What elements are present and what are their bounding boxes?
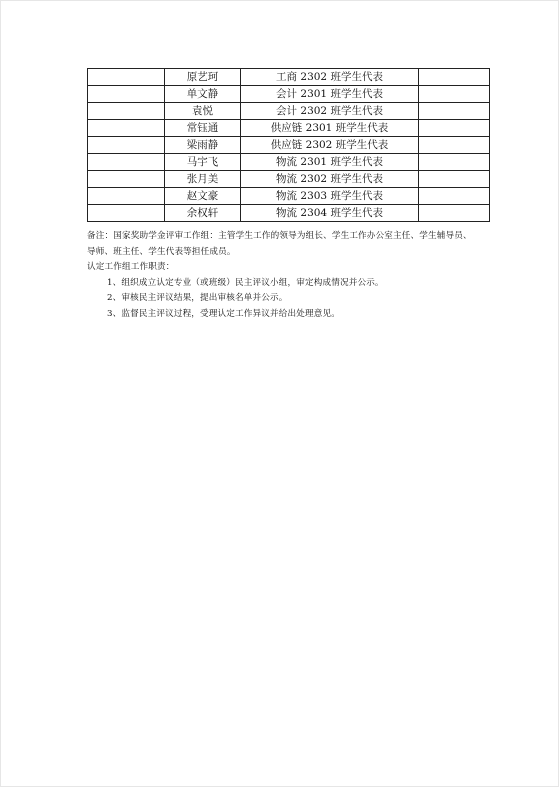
member-role: 供应链 2302 班学生代表 (241, 137, 419, 154)
empty-cell (419, 120, 490, 137)
empty-cell (88, 154, 165, 171)
member-role: 供应链 2301 班学生代表 (241, 120, 419, 137)
empty-cell (88, 69, 165, 86)
member-name: 袁悦 (165, 103, 241, 120)
member-role: 会计 2302 班学生代表 (241, 103, 419, 120)
table-row (88, 205, 490, 222)
table-row (88, 171, 490, 188)
empty-cell (419, 137, 490, 154)
member-role: 物流 2304 班学生代表 (241, 205, 419, 222)
member-role: 会计 2301 班学生代表 (241, 86, 419, 103)
table-row (88, 154, 490, 171)
remark-line: 导师、班主任、学生代表等担任成员。 (87, 246, 236, 257)
member-role: 工商 2302 班学生代表 (241, 69, 419, 86)
member-role: 物流 2302 班学生代表 (241, 171, 419, 188)
empty-cell (88, 120, 165, 137)
empty-cell (88, 188, 165, 205)
duty-item: 3、监督民主评议过程，受理认定工作异议并给出处理意见。 (107, 308, 340, 319)
table-row (88, 103, 490, 120)
member-role: 物流 2303 班学生代表 (241, 188, 419, 205)
member-name: 原艺珂 (165, 69, 241, 86)
table-row (88, 137, 490, 154)
member-name: 赵文豪 (165, 188, 241, 205)
empty-cell (419, 171, 490, 188)
empty-cell (419, 205, 490, 222)
table-row (88, 69, 490, 86)
table-row (88, 188, 490, 205)
member-role: 物流 2301 班学生代表 (241, 154, 419, 171)
member-name: 单文静 (165, 86, 241, 103)
empty-cell (419, 188, 490, 205)
empty-cell (419, 86, 490, 103)
empty-cell (88, 137, 165, 154)
duty-item: 2、审核民主评议结果，提出审核名单并公示。 (107, 293, 288, 303)
empty-cell (419, 103, 490, 120)
table-row (88, 120, 490, 137)
duty-item: 1、组织成立认定专业（或班级）民主评议小组，审定构成情况并公示。 (107, 277, 384, 288)
table-row (88, 86, 490, 103)
duties-title: 认定工作组工作职责： (87, 262, 175, 272)
member-name: 张月美 (165, 171, 241, 188)
empty-cell (88, 103, 165, 120)
empty-cell (88, 86, 165, 103)
member-name: 余权轩 (165, 205, 241, 222)
empty-cell (419, 154, 490, 171)
empty-cell (88, 171, 165, 188)
empty-cell (88, 205, 165, 222)
member-name: 常钰通 (165, 120, 241, 137)
remark-line: 备注：国家奖助学金评审工作组：主管学生工作的领导为组长、学生工作办公室主任、学生辅导员、 (87, 231, 472, 241)
notes-section (87, 229, 507, 322)
committee-member-table (87, 68, 490, 222)
empty-cell (419, 69, 490, 86)
member-name: 马宇飞 (165, 154, 241, 171)
member-name: 梁雨静 (165, 137, 241, 154)
